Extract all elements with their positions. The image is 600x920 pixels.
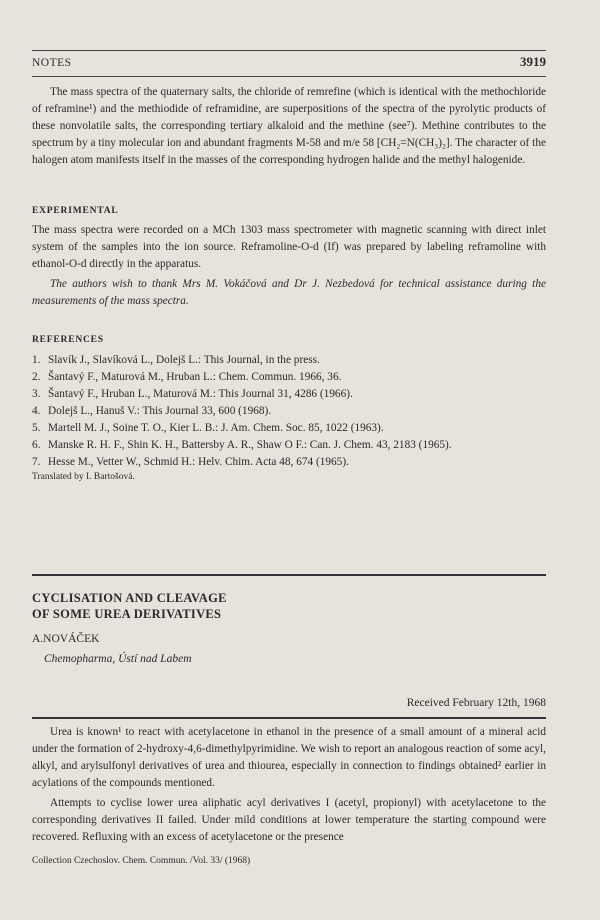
references-heading: REFERENCES [32, 335, 104, 345]
received-rule [32, 717, 546, 719]
article-title-line: CYCLISATION AND CLEAVAGE [32, 591, 227, 605]
journal-footer: Collection Czechoslov. Chem. Commun. /Vol. 33/ (1968) [32, 856, 251, 866]
references-list [32, 352, 546, 471]
reference-item: 3. Šantavý F., Hruban L., Maturová M.: This Journal 31, 4286 (1966). [32, 388, 353, 400]
experimental-heading: EXPERIMENTAL [32, 206, 119, 216]
reference-item: 1. Slavík J., Slavíková L., Dolejš L.: This Journal, in the press. [32, 354, 320, 366]
references-list-wrap [32, 352, 546, 471]
article-affiliation: Chemopharma, Ústí nad Labem [44, 653, 192, 665]
article-author: A.NOVÁČEK [32, 633, 100, 645]
reference-item: 2. Šantavý F., Maturová M., Hruban L.: Chem. Commun. 1966, 36. [32, 371, 342, 383]
experimental-text: The mass spectra were recorded on a MCh 1303 mass spectrometer with magnetic scanning with direct inlet system of the samples into the ion source. Reframoline-O-d (If) was prepared by labeling reframoline with ethanol-O-d directly in the apparatus. [32, 224, 546, 270]
article-paragraph-1: Urea is known¹ to react with acetylacetone in ethanol in the presence of a small amount of a mineral acid under the formation of 2-hydroxy-4,6-dimethylpyrimidine. We wish to report an analogous reaction of some acyl, alkyl, and arylsulfonyl derivatives of urea and thiourea, especially in connection to findings obtained² earlier in acylations of the compounds mentioned. [32, 726, 546, 789]
article-paragraph-2: Attempts to cyclise lower urea aliphatic acyl derivatives I (acetyl, propionyl) with acetylacetone to the corresponding derivatives II failed. Under mild conditions at lower temperature the starting compound were recovered. Refluxing with an excess of acetylacetone or the presence [32, 797, 546, 843]
article-title [32, 590, 227, 622]
acknowledgement: The authors wish to thank Mrs M. Vokáčová and Dr J. Nezbedová for technical assistance during the measurements of the mass spectra. [32, 278, 546, 307]
section-label: NOTES [32, 57, 72, 69]
received-date: Received February 12th, 1968 [406, 697, 546, 709]
running-header [32, 54, 546, 70]
page-number: 3919 [520, 54, 546, 69]
article-separator-rule [32, 574, 546, 576]
reference-item: 7. Hesse M., Vetter W., Schmid H.: Helv. Chim. Acta 48, 674 (1965). [32, 456, 349, 468]
translator-note: Translated by I. Bartošová. [32, 472, 135, 482]
article-title-line: OF SOME UREA DERIVATIVES [32, 607, 222, 621]
header-top-rule [32, 50, 546, 51]
header-bottom-rule [32, 76, 546, 77]
intro-paragraph: The mass spectra of the quaternary salts, the chloride of remrefine (which is identical with the methochloride of reframine¹) and the methiodide of reframidine, are superpositions of the spectra of the pyrolytic products of these nonvolatile salts, the corresponding tertiary alkaloid and the methine (see⁷). Methine contributes to the spectrum by a tiny molecular ion and abundant fragments M-58 and m/e 58 [CH₂=N(CH₃)₂]. The character of the halogen atom manifests itself in the masses of the corresponding hydrogen halide and the methyl halogenide. [32, 86, 546, 166]
reference-item: 5. Martell M. J., Soine T. O., Kier L. B.: J. Am. Chem. Soc. 85, 1022 (1963). [32, 422, 384, 434]
reference-item: 4. Dolejš L., Hanuš V.: This Journal 33, 600 (1968). [32, 405, 272, 417]
reference-item: 6. Manske R. H. F., Shin K. H., Battersby A. R., Shaw O F.: Can. J. Chem. 43, 2183 (1965). [32, 439, 452, 451]
